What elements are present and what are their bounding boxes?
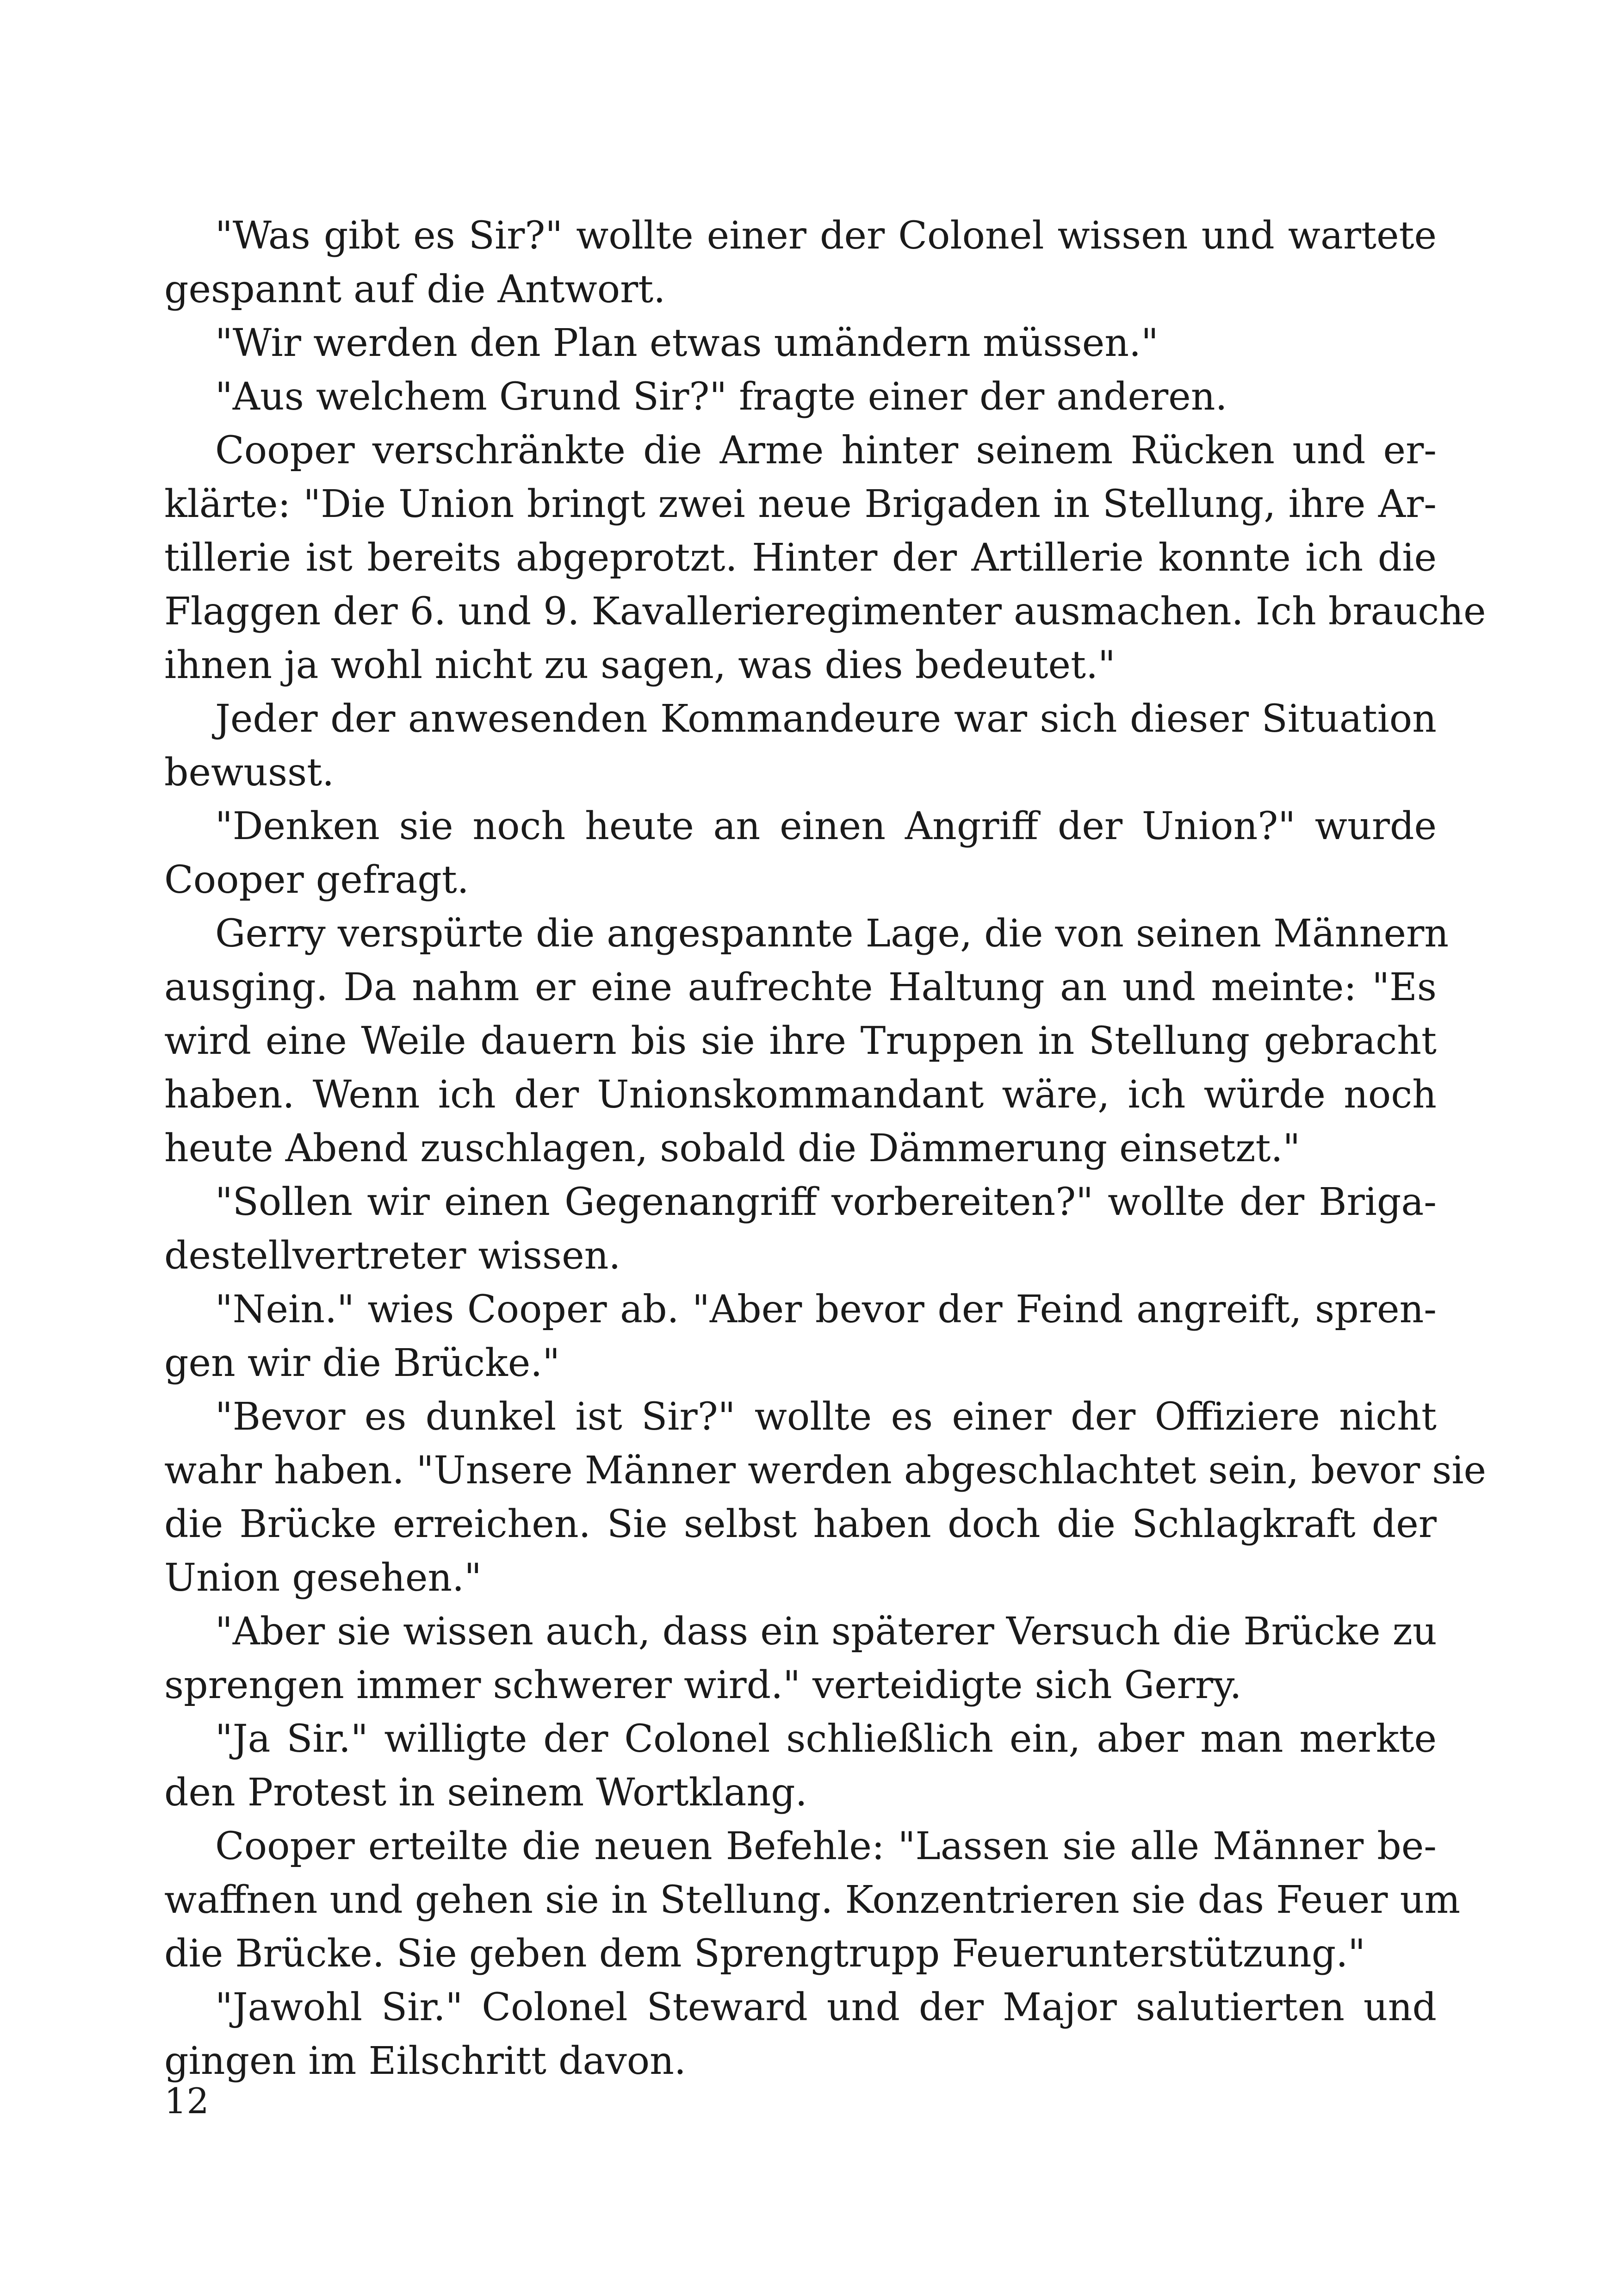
text-line: gespannt auf die Antwort.	[164, 268, 666, 311]
text-line: ausging. Da nahm er eine aufrechte Haltung an und meinte: "Es	[164, 965, 1437, 1009]
text-line: Union gesehen."	[164, 1556, 482, 1600]
text-line: waffnen und gehen sie in Stellung. Konzentrieren sie das Feuer um	[164, 1878, 1461, 1922]
text-line: "Sollen wir einen Gegenangriff vorbereiten?" wollte der Briga-	[215, 1180, 1437, 1224]
text-line: bewusst.	[164, 751, 335, 795]
text-line: "Aus welchem Grund Sir?" fragte einer der anderen.	[215, 375, 1227, 419]
text-line: destellvertreter wissen.	[164, 1234, 621, 1278]
text-line: "Ja Sir." willigte der Colonel schließlich ein, aber man merkte	[215, 1717, 1437, 1761]
text-line: Cooper erteilte die neuen Befehle: "Lassen sie alle Männer be-	[215, 1824, 1437, 1868]
page-number: 12	[164, 2080, 209, 2122]
text-line: "Nein." wies Cooper ab. "Aber bevor der Feind angreift, spren-	[215, 1288, 1437, 1332]
text-line: Cooper gefragt.	[164, 858, 469, 902]
text-line: heute Abend zuschlagen, sobald die Dämmerung einsetzt."	[164, 1126, 1301, 1170]
text-line: "Jawohl Sir." Colonel Steward und der Major salutierten und	[215, 1985, 1437, 2029]
text-line: Gerry verspürte die angespannte Lage, die von seinen Männern	[215, 912, 1449, 956]
text-line: den Protest in seinem Wortklang.	[164, 1771, 807, 1815]
text-line: ihnen ja wohl nicht zu sagen, was dies bedeutet."	[164, 643, 1116, 687]
text-line: Flaggen der 6. und 9. Kavallerieregimenter ausmachen. Ich brauche	[164, 590, 1486, 634]
text-line: "Denken sie noch heute an einen Angriff der Union?" wurde	[215, 804, 1437, 848]
text-line: gen wir die Brücke."	[164, 1341, 560, 1385]
text-line: haben. Wenn ich der Unionskommandant wäre, ich würde noch	[164, 1073, 1437, 1117]
book-page-text	[164, 209, 1487, 2088]
text-line: "Bevor es dunkel ist Sir?" wollte es einer der Offiziere nicht	[215, 1395, 1437, 1439]
text-line: klärte: "Die Union bringt zwei neue Brigaden in Stellung, ihre Ar-	[164, 482, 1437, 526]
text-line: "Was gibt es Sir?" wollte einer der Colonel wissen und wartete	[215, 214, 1437, 258]
text-line: "Wir werden den Plan etwas umändern müssen."	[215, 321, 1159, 365]
text-line: sprengen immer schwerer wird." verteidigte sich Gerry.	[164, 1663, 1242, 1707]
text-line: "Aber sie wissen auch, dass ein späterer Versuch die Brücke zu	[215, 1610, 1437, 1654]
text-line: gingen im Eilschritt davon.	[164, 2039, 686, 2083]
text-line: Jeder der anwesenden Kommandeure war sich dieser Situation	[215, 697, 1437, 741]
text-line: wahr haben. "Unsere Männer werden abgeschlachtet sein, bevor sie	[164, 1449, 1487, 1493]
text-line: die Brücke. Sie geben dem Sprengtrupp Feuerunterstützung."	[164, 1932, 1365, 1976]
text-line: tillerie ist bereits abgeprotzt. Hinter der Artillerie konnte ich die	[164, 536, 1437, 580]
text-line: wird eine Weile dauern bis sie ihre Truppen in Stellung gebracht	[164, 1019, 1437, 1063]
text-line: Cooper verschränkte die Arme hinter seinem Rücken und er-	[215, 429, 1437, 473]
text-line: die Brücke erreichen. Sie selbst haben doch die Schlagkraft der	[164, 1502, 1437, 1546]
